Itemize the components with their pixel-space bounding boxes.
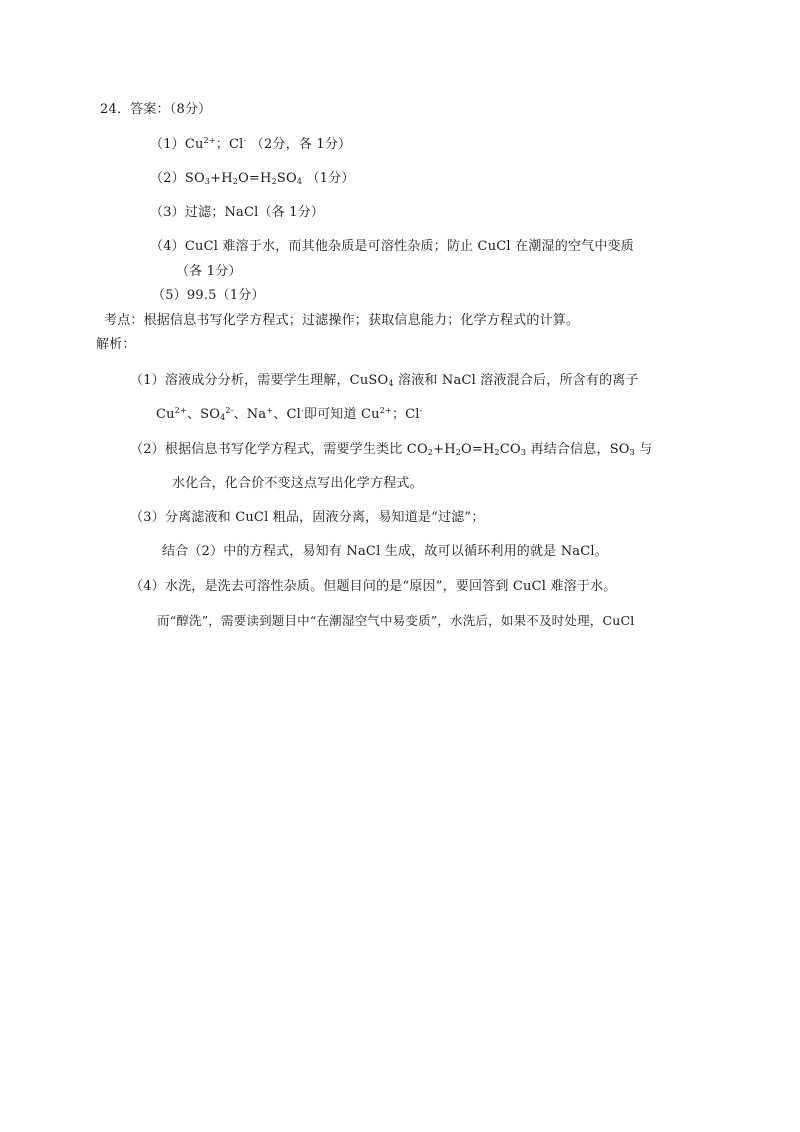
ion-end-charge: - xyxy=(419,406,423,415)
jiexi-p2-t2: O=H xyxy=(461,442,495,457)
answer-2-sub3: 2 xyxy=(271,177,277,186)
answer-2-prefix: （2）SO xyxy=(150,171,205,186)
ion-so4: 、SO xyxy=(186,407,221,422)
jiexi-p1-line1-prefix: （1）溶液成分分析，需要学生理解，CuSO xyxy=(130,373,389,388)
ion-cl: 、Cl xyxy=(273,407,301,422)
answer-2-mid1: +H xyxy=(210,171,233,186)
ion-so4-charge: 2- xyxy=(225,406,234,415)
jiexi-p1-line1-sub: 4 xyxy=(388,379,394,388)
answer-header: 24．答案：（8分） xyxy=(100,102,212,117)
jiexi-p2-t4: 再结合信息，SO xyxy=(526,442,630,457)
ion-so4-sub: 4 xyxy=(220,413,226,422)
jiexi-p1-line2 xyxy=(156,406,423,424)
ion-end: ；Cl xyxy=(391,407,420,422)
jiexi-p2-line1 xyxy=(130,441,653,459)
ion-na: 、Na xyxy=(233,407,267,422)
answer-1-mid: ；Cl xyxy=(215,137,244,152)
ion-cl-charge: - xyxy=(300,406,304,415)
ion-know: 即可知道 Cu xyxy=(303,407,380,422)
jiexi-p3-line1: （3）分离滤液和 CuCl 粗品，固液分离，易知道是“过滤”； xyxy=(130,510,485,525)
jiexi-p1-line1 xyxy=(130,372,639,390)
answer-2-mid2: O=H xyxy=(238,171,272,186)
ion-na-charge: + xyxy=(266,406,274,415)
answer-3: （3）过滤；NaCl（各 1分） xyxy=(150,205,325,220)
answer-2-sub2: 2 xyxy=(232,177,239,186)
jiexi-p4-line1: （4）水洗，是洗去可溶性杂质。但题目问的是“原因”，要回答到 CuCl 难溶于水。 xyxy=(130,579,617,594)
answer-2-mid3: SO xyxy=(276,171,297,186)
kaodian-line: 考点：根据信息书写化学方程式；过滤操作；获取信息能力；化学方程式的计算。 xyxy=(104,313,580,328)
answer-1-sup2: - xyxy=(243,136,247,145)
answer-1-sup1: 2+ xyxy=(203,136,216,145)
jiexi-p2-t5: 与 xyxy=(634,442,653,457)
jiexi-p2-s4: 3 xyxy=(520,448,527,457)
jiexi-label: 解析： xyxy=(96,337,136,352)
answer-4-line2: （各 1分） xyxy=(176,264,242,279)
ion-know-charge: 2+ xyxy=(379,406,392,415)
jiexi-p2-s3: 2 xyxy=(494,448,500,457)
ion-cu: Cu xyxy=(156,407,175,422)
jiexi-p3-line2: 结合（2）中的方程式，易知有 NaCl 生成，故可以循环利用的就是 NaCl。 xyxy=(162,544,608,559)
answer-1 xyxy=(150,136,351,154)
answer-4-line1: （4）CuCl 难溶于水，而其他杂质是可溶性杂质；防止 CuCl 在潮湿的空气中变质 xyxy=(150,239,634,254)
ion-cu-charge: 2+ xyxy=(174,406,187,415)
jiexi-p2-s1: 2 xyxy=(427,448,434,457)
jiexi-p2-s2: 2 xyxy=(455,448,462,457)
jiexi-p2-line2: 水化合，化合价不变这点写出化学方程式。 xyxy=(172,476,423,491)
answer-2-sub4: 4 xyxy=(296,177,303,186)
jiexi-p2-t3: CO xyxy=(499,442,521,457)
answer-2-suffix: （1分） xyxy=(302,171,355,186)
answer-5: （5）99.5（1分） xyxy=(152,288,265,303)
jiexi-p2-prefix: （2）根据信息书写化学方程式，需要学生类比 CO xyxy=(130,442,428,457)
answer-1-suffix: （2分，各 1分） xyxy=(246,137,352,152)
answer-2-sub1: 3 xyxy=(204,177,211,186)
jiexi-p2-t1: +H xyxy=(433,442,456,457)
answer-2 xyxy=(150,170,355,188)
jiexi-p1-line1-suffix: 溶液和 NaCl 溶液混合后，所含有的离子 xyxy=(393,373,639,388)
answer-1-prefix: （1）Cu xyxy=(150,137,204,152)
jiexi-p4-line2: 而“醇洗”，需要读到题目中“在潮湿空气中易变质”，水洗后，如果不及时处理，CuCl xyxy=(157,613,635,628)
jiexi-p2-s5: 3 xyxy=(629,448,635,457)
